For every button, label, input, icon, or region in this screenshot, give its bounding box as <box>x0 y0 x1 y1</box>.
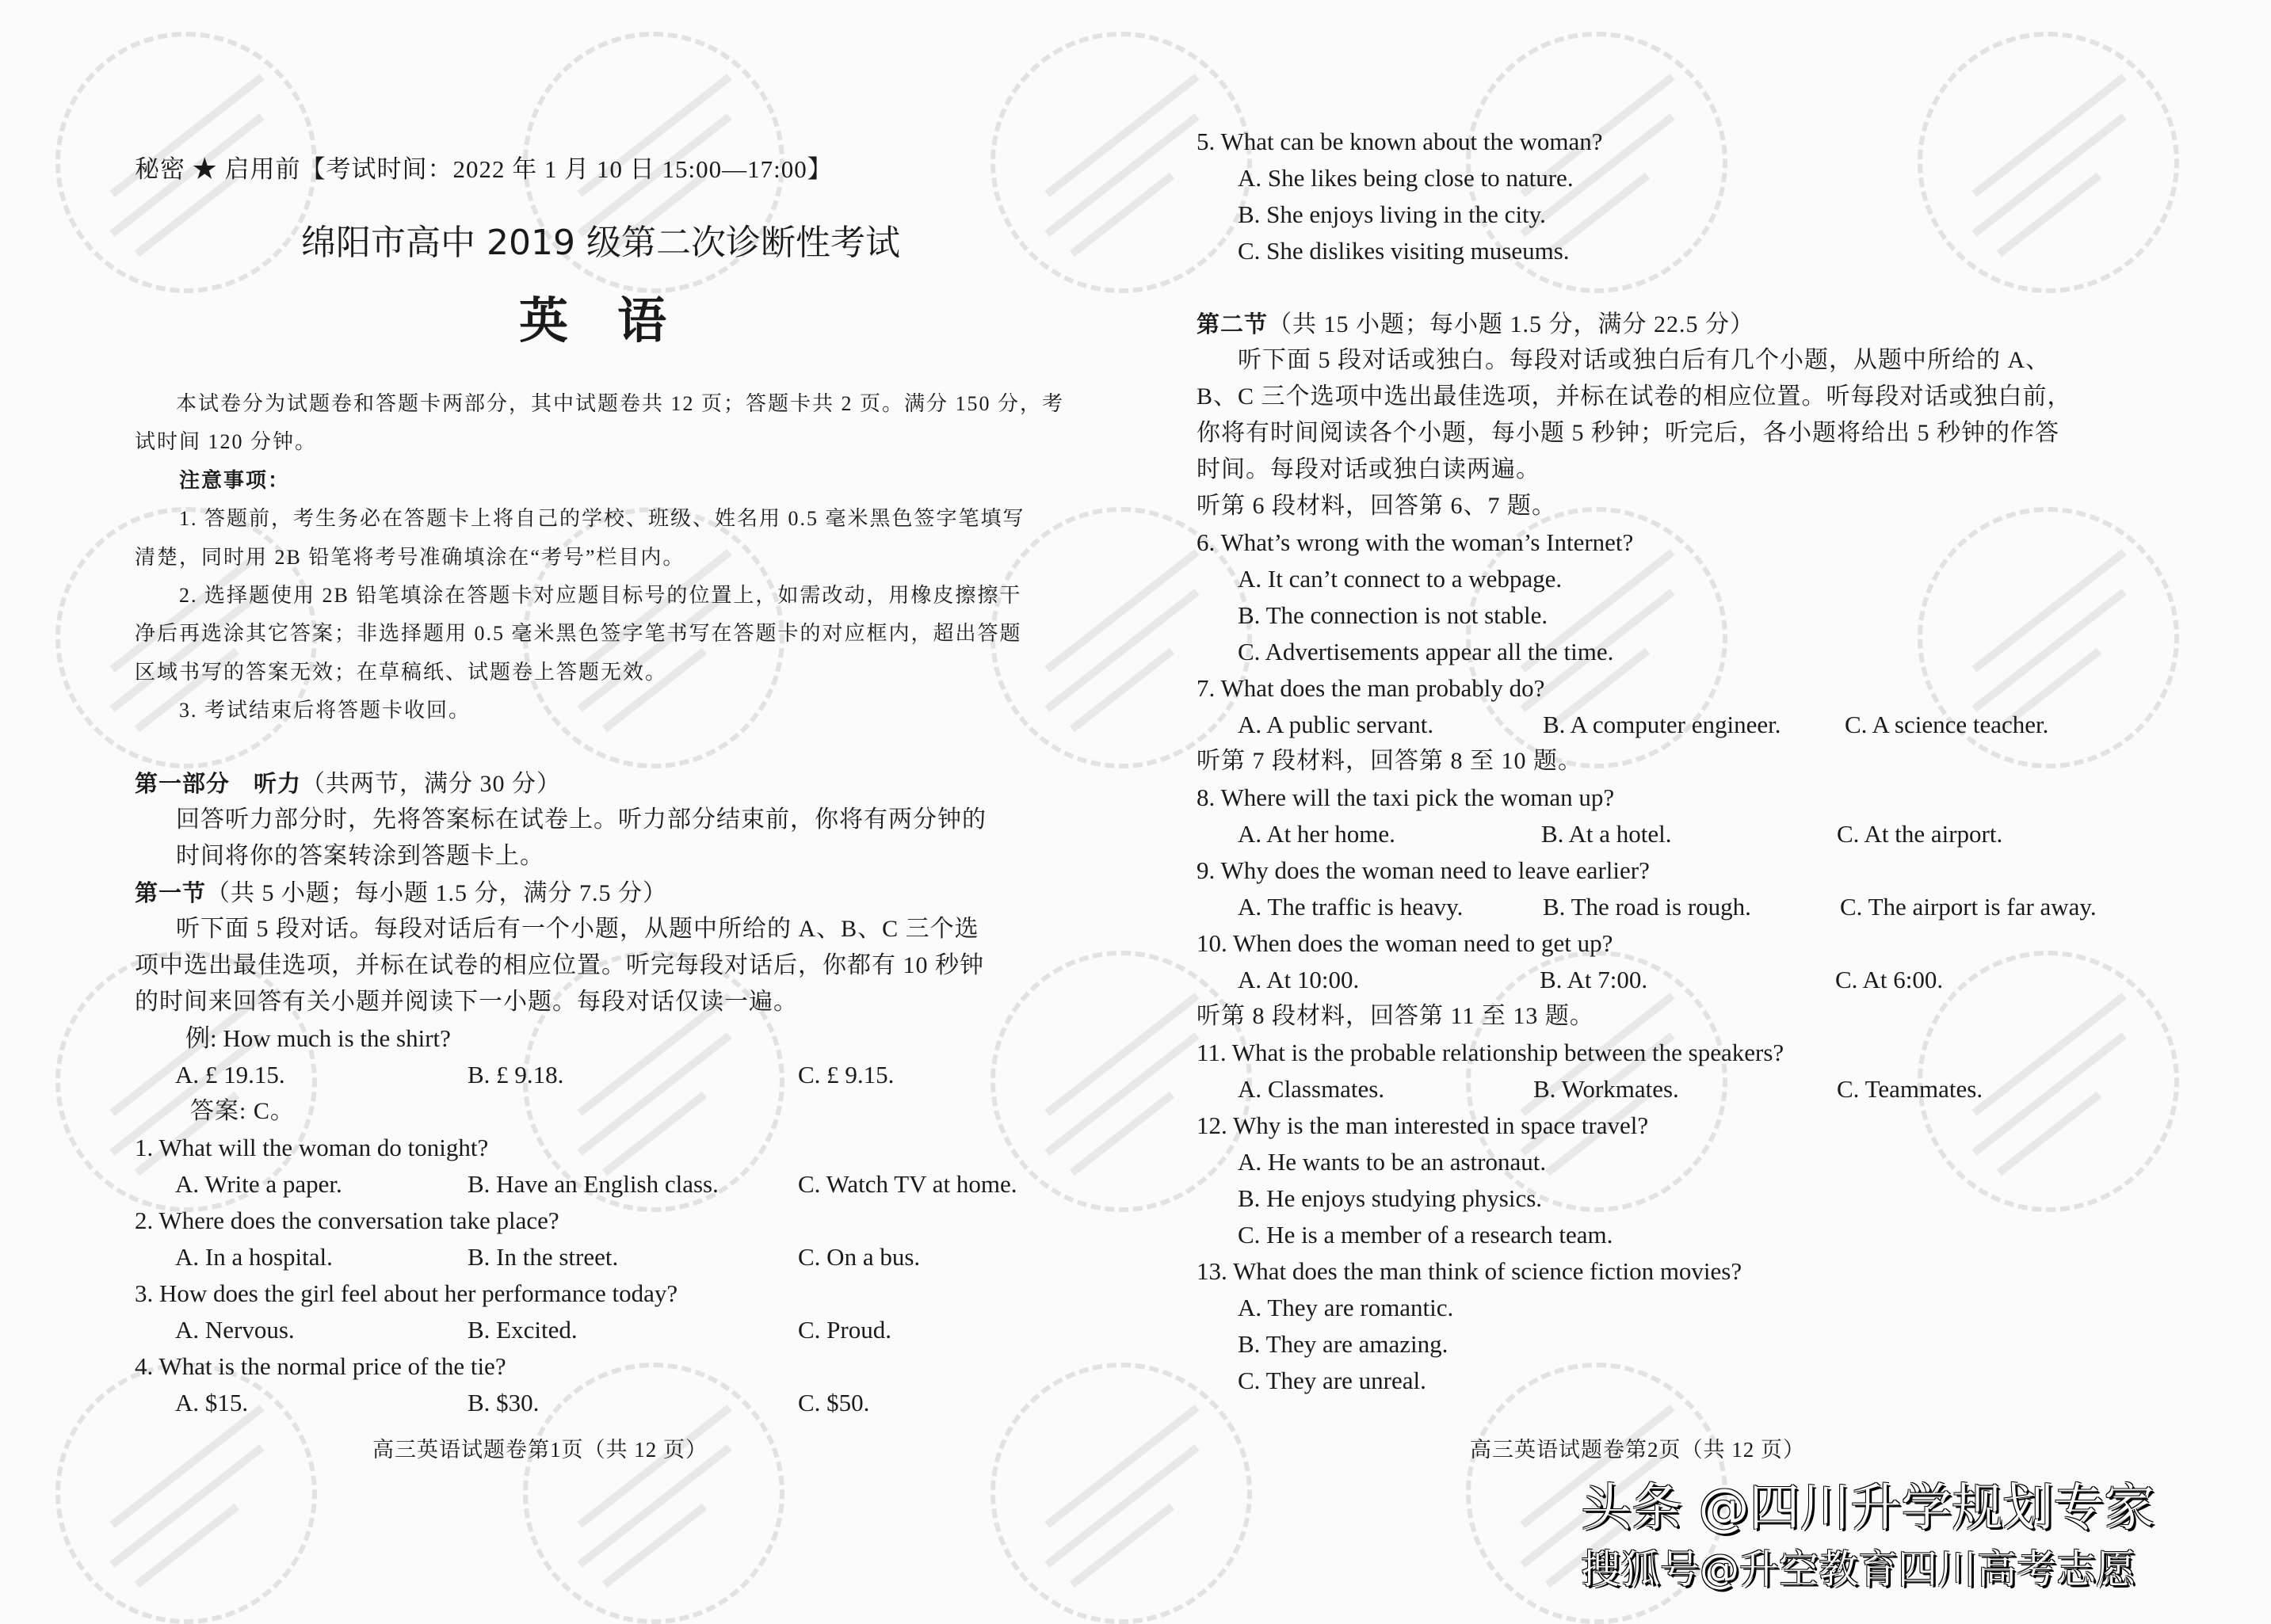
option: B. A computer engineer. <box>1543 711 1781 738</box>
option: A. Classmates. <box>1238 1075 1385 1103</box>
toutiao-watermark: 头条 @四川升学规划专家 <box>1581 1479 2155 1538</box>
question-options <box>1197 816 2147 852</box>
intro-line: 本试卷分为试题卷和答题卡两部分，其中试题卷共 12 页；答题卡共 2 页。满分 150 分，考 <box>176 392 1065 415</box>
question-options <box>135 1166 1062 1203</box>
option: B. They are amazing. <box>1238 1330 1448 1358</box>
option: C. At 6:00. <box>1835 966 1944 993</box>
sohu-watermark: 搜狐号@升空教育四川高考志愿 <box>1581 1546 2136 1592</box>
paragraph-line: 回答听力部分时，先将答案标在试卷上。听力部分结束前，你将有两分钟的 <box>176 806 987 833</box>
question: 5. What can be known about the woman? <box>1197 128 1603 155</box>
option: C. $50. <box>798 1389 870 1416</box>
material-heading: 听第 7 段材料，回答第 8 至 10 题。 <box>1197 748 1582 774</box>
option: A. She likes being close to nature. <box>1238 164 1574 192</box>
option: A. The traffic is heavy. <box>1238 893 1464 921</box>
confidential-header: 秘密 ★ 启用前【考试时间：2022 年 1 月 10 日 15:00—17:00】 <box>135 155 833 183</box>
question-options <box>1197 1071 2147 1107</box>
question: 11. What is the probable relationship between the speakers? <box>1197 1039 1784 1066</box>
option: B. He enjoys studying physics. <box>1238 1184 1543 1212</box>
option: A. At her home. <box>1238 820 1395 848</box>
spacer <box>1197 269 2147 306</box>
notice-item: 1. 答题前，考生务必在答题卡上将自己的学校、班级、姓名用 0.5 毫米黑色签字笔填写 <box>179 507 1025 531</box>
notice-heading: 注意事项： <box>179 468 291 492</box>
page-footer: 高三英语试题卷第1页（共 12 页） <box>372 1438 708 1462</box>
question-options <box>1197 707 2147 743</box>
question-options <box>1197 889 2147 925</box>
question: 10. When does the woman need to get up? <box>1197 929 1613 957</box>
option: C. Watch TV at home. <box>798 1170 1017 1198</box>
option: B. Workmates. <box>1533 1075 1679 1103</box>
option: C. £ 9.15. <box>798 1061 895 1088</box>
notice-item: 清楚，同时用 2B 铅笔将考号准确填涂在“考号”栏目内。 <box>135 545 685 569</box>
left-listening-section <box>135 765 1062 1421</box>
option: A. He wants to be an astronaut. <box>1238 1148 1547 1176</box>
question-options <box>135 1385 1062 1421</box>
question: 9. Why does the woman need to leave earlier? <box>1197 856 1650 884</box>
question: 1. What will the woman do tonight? <box>135 1134 489 1161</box>
question: 8. Where will the taxi pick the woman up? <box>1197 783 1615 811</box>
option: A. $15. <box>175 1389 249 1416</box>
question: 7. What does the man probably do? <box>1197 674 1545 702</box>
question: 6. What’s wrong with the woman’s Internet? <box>1197 528 1634 556</box>
option: C. Proud. <box>798 1316 891 1344</box>
section2-heading: 第二节（共 15 小题；每小题 1.5 分，满分 22.5 分） <box>1197 311 1755 337</box>
instructions <box>135 385 1065 730</box>
question-options <box>135 1312 1062 1348</box>
option: A. Write a paper. <box>175 1170 342 1198</box>
right-listening-section <box>1197 124 2147 1399</box>
option: C. She dislikes visiting museums. <box>1238 237 1570 265</box>
option: B. At 7:00. <box>1540 966 1648 993</box>
notice-item: 净后再选涂其它答案；非选择题用 0.5 毫米黑色签字笔书写在答题卡的对应框内，超出答题 <box>135 622 1022 646</box>
page-footer: 高三英语试题卷第2页（共 12 页） <box>1470 1438 1805 1462</box>
option: A. It can’t connect to a webpage. <box>1238 565 1563 593</box>
question: 12. Why is the man interested in space travel? <box>1197 1111 1649 1139</box>
subject-title: 英 语 <box>519 292 667 349</box>
option: B. Have an English class. <box>468 1170 719 1198</box>
notice-item: 3. 考试结束后将答题卡收回。 <box>179 699 471 722</box>
option: B. She enjoys living in the city. <box>1238 200 1546 228</box>
option: B. In the street. <box>468 1243 619 1271</box>
example-answer: 答案: C。 <box>190 1098 295 1124</box>
question: 13. What does the man think of science fiction movies? <box>1197 1257 1742 1285</box>
notice-item: 2. 选择题使用 2B 铅笔填涂在答题卡对应题目标号的位置上，如需改动，用橡皮擦擦干 <box>179 583 1022 607</box>
paragraph-line: 听下面 5 段对话或独白。每段对话或独白后有几个小题，从题中所给的 A、 <box>1238 347 2051 373</box>
paragraph-line: B、C 三个选项中选出最佳选项，并标在试卷的相应位置。听每段对话或独白前， <box>1197 383 2072 410</box>
material-heading: 听第 8 段材料，回答第 11 至 13 题。 <box>1197 1003 1594 1029</box>
option: B. The road is rough. <box>1543 893 1751 921</box>
paragraph-line: 项中选出最佳选项，并标在试卷的相应位置。听完每段对话后，你都有 10 秒钟 <box>135 952 984 978</box>
option: B. £ 9.18. <box>468 1061 564 1088</box>
exam-title: 绵阳市高中 2019 级第二次诊断性考试 <box>301 223 900 263</box>
intro-line: 试时间 120 分钟。 <box>135 430 318 454</box>
option: C. At the airport. <box>1837 820 2003 848</box>
option: A. In a hospital. <box>175 1243 333 1271</box>
option: C. On a bus. <box>798 1243 921 1271</box>
paragraph-line: 听下面 5 段对话。每段对话后有一个小题，从题中所给的 A、B、C 三个选 <box>176 916 979 942</box>
option: C. Teammates. <box>1837 1075 1983 1103</box>
option: C. Advertisements appear all the time. <box>1238 638 1614 665</box>
notice-item: 区域书写的答案无效；在草稿纸、试题卷上答题无效。 <box>135 660 668 684</box>
option: C. They are unreal. <box>1238 1367 1426 1394</box>
question: 2. Where does the conversation take place? <box>135 1207 559 1234</box>
paragraph-line: 的时间来回答有关小题并阅读下一小题。每段对话仅读一遍。 <box>135 989 798 1015</box>
question-options <box>135 1239 1062 1275</box>
option: A. Nervous. <box>175 1316 295 1344</box>
option: A. A public servant. <box>1238 711 1434 738</box>
material-heading: 听第 6 段材料，回答第 6、7 题。 <box>1197 493 1556 519</box>
option: B. $30. <box>468 1389 540 1416</box>
paragraph-line: 时间。每段对话或独白读两遍。 <box>1197 456 1540 482</box>
option: B. Excited. <box>468 1316 578 1344</box>
paragraph-line: 时间将你的答案转涂到答题卡上。 <box>176 843 544 869</box>
option: C. He is a member of a research team. <box>1238 1221 1613 1248</box>
question: 4. What is the normal price of the tie? <box>135 1352 506 1380</box>
option: C. A science teacher. <box>1845 711 2049 738</box>
option: A. They are romantic. <box>1238 1294 1454 1321</box>
question-options <box>1197 962 2147 998</box>
example-options <box>135 1057 1062 1093</box>
option: B. The connection is not stable. <box>1238 601 1548 629</box>
option: C. The airport is far away. <box>1840 893 2097 921</box>
option: A. At 10:00. <box>1238 966 1360 993</box>
question: 3. How does the girl feel about her performance today? <box>135 1279 678 1307</box>
part1-heading: 第一部分 听力（共两节，满分 30 分） <box>135 770 562 797</box>
example-question: 例: How much is the shirt? <box>185 1024 451 1052</box>
section1-heading: 第一节（共 5 小题；每小题 1.5 分，满分 7.5 分） <box>135 879 668 906</box>
paragraph-line: 你将有时间阅读各个小题，每小题 5 秒钟；听完后，各小题将给出 5 秒钟的作答 <box>1197 420 2059 446</box>
option: A. £ 19.15. <box>175 1061 285 1088</box>
option: B. At a hotel. <box>1541 820 1672 848</box>
